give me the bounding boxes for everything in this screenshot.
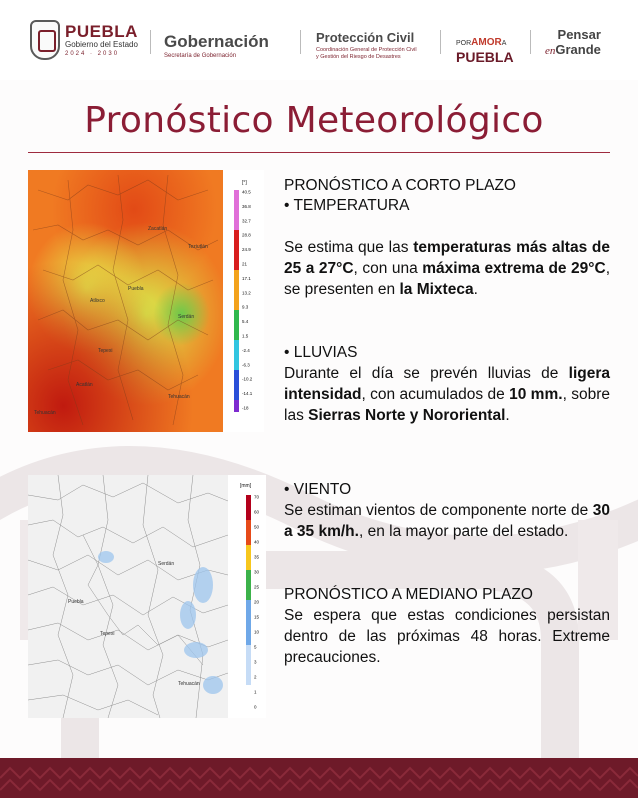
text-span: Durante el día se prevén lluvias de (284, 365, 569, 382)
temperature-map-graphic (28, 170, 264, 432)
text-span: , se presenten en (284, 260, 610, 298)
temperature-legend-tick-label: -18 (242, 405, 249, 411)
svg-text:Zacatlán: Zacatlán (148, 226, 168, 232)
wind-heading: • VIENTO (284, 481, 352, 498)
por-amor-prefix: POR (456, 40, 472, 47)
svg-text:Tehuacán: Tehuacán (168, 394, 190, 400)
proteccion-civil-name: Protección Civil (316, 30, 415, 45)
medium-term-heading: PRONÓSTICO A MEDIANO PLAZO (284, 586, 533, 603)
temperature-legend-tick-label: 24.9 (242, 247, 251, 253)
proteccion-civil-logo (316, 30, 417, 60)
por-amor-a-puebla-logo (456, 32, 514, 64)
temperature-legend-tick-label: 32.7 (242, 218, 251, 224)
svg-text:Serdán: Serdán (158, 561, 175, 567)
temperature-legend-tick-label: -10.2 (242, 376, 253, 382)
precipitation-legend-tick-label: 15 (254, 614, 260, 620)
svg-text:Atlixco: Atlixco (90, 298, 105, 304)
precipitation-legend-tick-label: 10 (254, 629, 260, 635)
svg-text:Puebla: Puebla (128, 286, 144, 292)
por-amor-a: A (501, 40, 507, 47)
proteccion-civil-subtitle-2: y Gestión del Riesgo de Desastres (316, 53, 401, 60)
gobernacion-logo (164, 32, 269, 59)
precipitation-legend-tick-label: 0 (254, 704, 257, 710)
pensar-line1: Pensar (557, 27, 601, 42)
temperature-legend-tick-label: -6.3 (242, 362, 250, 368)
temperature-legend-tick-label: 1.5 (242, 333, 249, 339)
state-seal-icon (30, 20, 60, 60)
temperature-legend-tick-label: 17.1 (242, 275, 251, 281)
precipitation-legend-tick-label: 35 (254, 554, 260, 560)
precipitation-map (28, 475, 266, 718)
gobernacion-name: Gobernación (164, 32, 269, 51)
header-divider (530, 30, 531, 54)
precipitation-legend-tick-label: 50 (254, 524, 260, 530)
temperature-heading: • TEMPERATURA (284, 197, 410, 214)
temperature-legend-tick-label: 40.5 (242, 189, 251, 195)
temperature-legend-tick-label: -2.4 (242, 347, 250, 353)
footer-pattern (0, 758, 638, 798)
text-bold: 10 mm. (509, 386, 563, 403)
rain-paragraph (284, 363, 610, 426)
puebla-subtitle: Gobierno del Estado (65, 40, 138, 49)
svg-text:Puebla: Puebla (68, 599, 84, 605)
precipitation-legend-tick-label: 5 (254, 644, 257, 650)
medium-term-paragraph: Se espera que estas condiciones persistan dentro de las próximas 48 horas. Extreme precauciones. (284, 607, 610, 666)
svg-text:Serdán: Serdán (178, 314, 195, 320)
footer-band (0, 758, 638, 798)
text-span: Se estiman vientos de componente norte de (284, 502, 593, 519)
temperature-legend-tick-label: 28.8 (242, 232, 251, 238)
wind-paragraph (284, 500, 610, 542)
precipitation-map-graphic (28, 475, 266, 718)
header-divider (300, 30, 301, 54)
text-span: . (505, 407, 510, 424)
temperature-legend-tick-label: 9.3 (242, 304, 249, 310)
text-span: , con acumulados de (361, 386, 510, 403)
precipitation-legend-tick-label: 25 (254, 584, 260, 590)
gobernacion-subtitle: Secretaría de Gobernación (164, 53, 237, 59)
temperature-legend-unit: [°] (242, 180, 247, 186)
temperature-legend-tick-label: 5.4 (242, 319, 249, 325)
header-divider (440, 30, 441, 54)
precipitation-legend-tick-label: 70 (254, 494, 260, 500)
precipitation-legend-tick-label: 2 (254, 674, 257, 680)
precipitation-legend-tick-label: 40 (254, 539, 260, 545)
temperature-paragraph (284, 237, 610, 300)
por-amor-puebla: PUEBLA (456, 49, 514, 65)
pensar-en-grande-logo (545, 28, 601, 59)
pensar-line2: Grande (555, 42, 601, 57)
precipitation-legend-tick-label: 1 (254, 689, 257, 695)
puebla-years: 2024 · 2030 (65, 51, 120, 57)
svg-text:Acatlán: Acatlán (76, 382, 93, 388)
title-divider (28, 152, 610, 153)
header-logos (0, 0, 638, 80)
precipitation-legend-tick-label: 3 (254, 659, 257, 665)
proteccion-civil-subtitle-1: Coordinación General de Protección Civil (316, 47, 417, 53)
precipitation-legend-tick-label: 30 (254, 569, 260, 575)
svg-text:Tepexi: Tepexi (100, 631, 115, 637)
svg-text:Teziutlán: Teziutlán (188, 244, 208, 250)
pensar-en: en (545, 45, 556, 57)
puebla-name: PUEBLA (65, 22, 138, 41)
temperature-legend-tick-label: 36.8 (242, 203, 251, 209)
precipitation-legend-unit: [mm] (240, 483, 252, 489)
precipitation-legend-tick-label: 60 (254, 509, 260, 515)
temperature-map (28, 170, 264, 432)
svg-text:Tehuacán: Tehuacán (178, 681, 200, 687)
temperature-legend-tick-label: 13.2 (242, 290, 251, 296)
temperature-legend-tick-label: -14.1 (242, 391, 253, 397)
page-title: Pronóstico Meteorológico (84, 100, 544, 141)
text-span: Se estima que las (284, 239, 414, 256)
text-bold: 30 a 35 km/h. (284, 502, 610, 540)
temperature-legend-tick-label: 21 (242, 261, 248, 267)
text-bold: Sierras Norte y Nororiental (308, 407, 506, 424)
text-span: . (473, 281, 478, 298)
header-divider (150, 30, 151, 54)
svg-text:Tehuacán: Tehuacán (34, 410, 56, 416)
svg-text:Tepexi: Tepexi (98, 348, 113, 354)
precipitation-legend-tick-label: 20 (254, 599, 260, 605)
short-term-heading: PRONÓSTICO A CORTO PLAZO (284, 177, 516, 194)
text-span: , con una (353, 260, 423, 277)
text-bold: máxima extrema de 29°C (422, 260, 606, 277)
rain-heading: • LLUVIAS (284, 344, 358, 361)
text-bold: ligera intensidad (284, 365, 610, 403)
puebla-logo (30, 20, 138, 60)
por-amor-word: AMOR (471, 37, 502, 48)
text-bold: temperaturas más altas de 25 a 27°C (284, 239, 610, 277)
text-span: , sobre las (284, 386, 611, 424)
text-bold: la Mixteca (399, 281, 474, 298)
text-span: , en la mayor parte del estado. (358, 523, 569, 540)
